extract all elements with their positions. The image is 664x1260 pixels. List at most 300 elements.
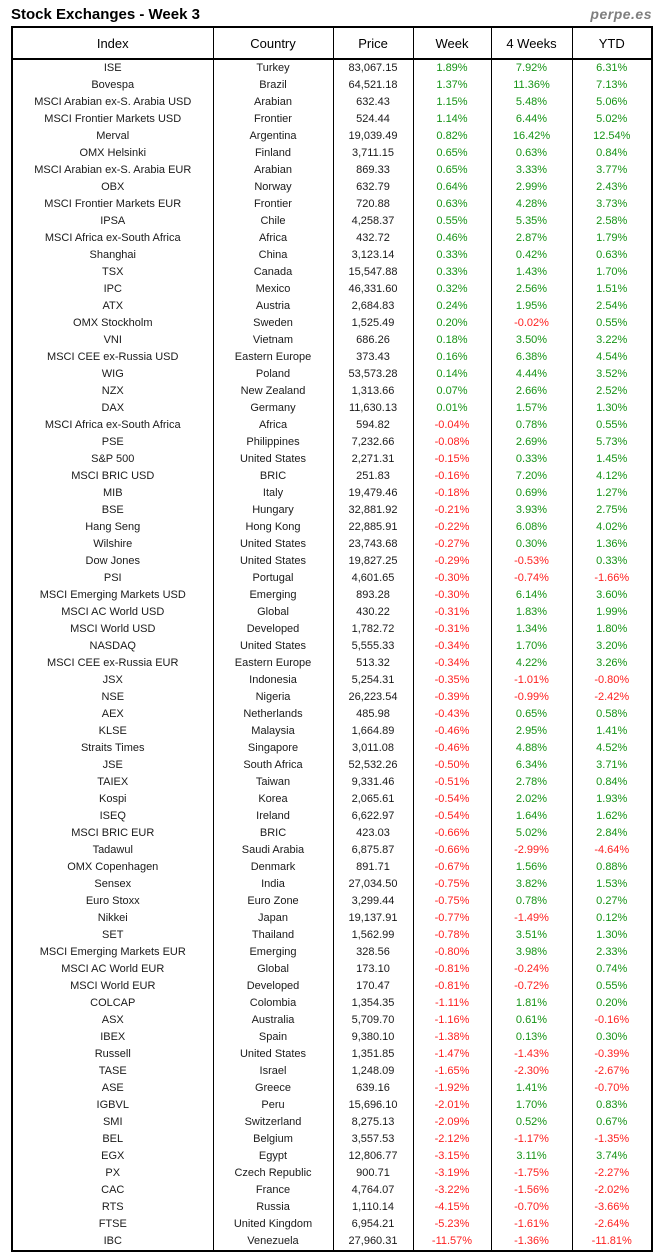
price-cell: 5,254.31	[333, 672, 413, 689]
index-cell: MSCI Frontier Markets USD	[12, 111, 213, 128]
index-cell: MSCI Africa ex-South Africa	[12, 417, 213, 434]
country-cell: BRIC	[213, 825, 333, 842]
country-cell: Chile	[213, 213, 333, 230]
country-cell: Switzerland	[213, 1114, 333, 1131]
ytd-cell: 3.20%	[572, 638, 652, 655]
week-cell: 1.15%	[413, 94, 491, 111]
four-weeks-cell: 3.82%	[491, 876, 572, 893]
index-cell: ISE	[12, 59, 213, 77]
week-cell: -0.31%	[413, 604, 491, 621]
price-cell: 1,525.49	[333, 315, 413, 332]
ytd-cell: 4.52%	[572, 740, 652, 757]
four-weeks-cell: 0.30%	[491, 536, 572, 553]
table-row	[12, 1131, 652, 1148]
table-row	[12, 179, 652, 196]
week-cell: -1.65%	[413, 1063, 491, 1080]
week-cell: -0.04%	[413, 417, 491, 434]
table-row	[12, 264, 652, 281]
index-cell: PSI	[12, 570, 213, 587]
week-cell: 0.14%	[413, 366, 491, 383]
price-cell: 3,711.15	[333, 145, 413, 162]
ytd-cell: 2.52%	[572, 383, 652, 400]
four-weeks-cell: 0.52%	[491, 1114, 572, 1131]
four-weeks-cell: 3.93%	[491, 502, 572, 519]
index-cell: ISEQ	[12, 808, 213, 825]
table-row	[12, 876, 652, 893]
country-cell: Egypt	[213, 1148, 333, 1165]
country-cell: Euro Zone	[213, 893, 333, 910]
week-cell: -0.66%	[413, 825, 491, 842]
ytd-cell: 1.99%	[572, 604, 652, 621]
four-weeks-cell: 5.02%	[491, 825, 572, 842]
week-cell: 0.33%	[413, 247, 491, 264]
country-cell: Denmark	[213, 859, 333, 876]
country-cell: Nigeria	[213, 689, 333, 706]
four-weeks-cell: 2.99%	[491, 179, 572, 196]
price-cell: 1,110.14	[333, 1199, 413, 1216]
week-cell: -0.81%	[413, 978, 491, 995]
ytd-cell: 1.30%	[572, 927, 652, 944]
four-weeks-cell: -0.24%	[491, 961, 572, 978]
price-cell: 513.32	[333, 655, 413, 672]
week-cell: -5.23%	[413, 1216, 491, 1233]
price-cell: 430.22	[333, 604, 413, 621]
ytd-cell: 2.54%	[572, 298, 652, 315]
index-cell: JSE	[12, 757, 213, 774]
ytd-cell: -0.39%	[572, 1046, 652, 1063]
week-cell: -0.30%	[413, 570, 491, 587]
four-weeks-cell: 6.44%	[491, 111, 572, 128]
week-cell: -0.50%	[413, 757, 491, 774]
table-row	[12, 230, 652, 247]
index-cell: SMI	[12, 1114, 213, 1131]
week-cell: -2.12%	[413, 1131, 491, 1148]
country-cell: Colombia	[213, 995, 333, 1012]
ytd-cell: 3.73%	[572, 196, 652, 213]
table-row	[12, 417, 652, 434]
week-cell: 0.18%	[413, 332, 491, 349]
week-cell: 1.14%	[413, 111, 491, 128]
week-cell: -0.77%	[413, 910, 491, 927]
table-row	[12, 213, 652, 230]
table-row	[12, 893, 652, 910]
four-weeks-cell: 1.70%	[491, 1097, 572, 1114]
four-weeks-cell: 4.22%	[491, 655, 572, 672]
week-cell: 0.07%	[413, 383, 491, 400]
ytd-cell: 0.55%	[572, 978, 652, 995]
table-row	[12, 94, 652, 111]
index-cell: MSCI BRIC USD	[12, 468, 213, 485]
price-cell: 15,547.88	[333, 264, 413, 281]
col-header-country: Country	[213, 27, 333, 59]
price-cell: 23,743.68	[333, 536, 413, 553]
week-cell: -0.66%	[413, 842, 491, 859]
country-cell: Germany	[213, 400, 333, 417]
country-cell: Sweden	[213, 315, 333, 332]
ytd-cell: 1.70%	[572, 264, 652, 281]
country-cell: Turkey	[213, 59, 333, 77]
country-cell: United States	[213, 536, 333, 553]
week-cell: 0.33%	[413, 264, 491, 281]
four-weeks-cell: 1.57%	[491, 400, 572, 417]
index-cell: DAX	[12, 400, 213, 417]
country-cell: Emerging	[213, 944, 333, 961]
country-cell: Indonesia	[213, 672, 333, 689]
table-row	[12, 536, 652, 553]
four-weeks-cell: 0.78%	[491, 893, 572, 910]
week-cell: -0.27%	[413, 536, 491, 553]
ytd-cell: -2.42%	[572, 689, 652, 706]
four-weeks-cell: 3.50%	[491, 332, 572, 349]
index-cell: ASE	[12, 1080, 213, 1097]
price-cell: 686.26	[333, 332, 413, 349]
index-cell: AEX	[12, 706, 213, 723]
week-cell: -0.34%	[413, 655, 491, 672]
index-cell: MSCI AC World USD	[12, 604, 213, 621]
index-cell: PSE	[12, 434, 213, 451]
country-cell: China	[213, 247, 333, 264]
index-cell: OBX	[12, 179, 213, 196]
country-cell: Israel	[213, 1063, 333, 1080]
table-row	[12, 706, 652, 723]
table-row	[12, 315, 652, 332]
four-weeks-cell: -2.30%	[491, 1063, 572, 1080]
price-cell: 19,479.46	[333, 485, 413, 502]
ytd-cell: -2.27%	[572, 1165, 652, 1182]
index-cell: Sensex	[12, 876, 213, 893]
ytd-cell: 0.33%	[572, 553, 652, 570]
country-cell: New Zealand	[213, 383, 333, 400]
price-cell: 869.33	[333, 162, 413, 179]
week-cell: 0.20%	[413, 315, 491, 332]
index-cell: Merval	[12, 128, 213, 145]
ytd-cell: 3.71%	[572, 757, 652, 774]
country-cell: Poland	[213, 366, 333, 383]
index-cell: TSX	[12, 264, 213, 281]
week-cell: -0.78%	[413, 927, 491, 944]
price-cell: 2,271.31	[333, 451, 413, 468]
table-row	[12, 281, 652, 298]
week-cell: 0.24%	[413, 298, 491, 315]
ytd-cell: 1.27%	[572, 485, 652, 502]
price-cell: 1,782.72	[333, 621, 413, 638]
index-cell: Kospi	[12, 791, 213, 808]
ytd-cell: 3.52%	[572, 366, 652, 383]
country-cell: Frontier	[213, 111, 333, 128]
ytd-cell: 2.43%	[572, 179, 652, 196]
table-row	[12, 434, 652, 451]
index-cell: MSCI CEE ex-Russia USD	[12, 349, 213, 366]
table-row	[12, 383, 652, 400]
price-cell: 4,601.65	[333, 570, 413, 587]
price-cell: 1,664.89	[333, 723, 413, 740]
price-cell: 4,764.07	[333, 1182, 413, 1199]
table-row	[12, 638, 652, 655]
country-cell: Hungary	[213, 502, 333, 519]
price-cell: 1,248.09	[333, 1063, 413, 1080]
ytd-cell: 3.74%	[572, 1148, 652, 1165]
week-cell: -0.16%	[413, 468, 491, 485]
ytd-cell: 0.63%	[572, 247, 652, 264]
country-cell: Philippines	[213, 434, 333, 451]
table-row	[12, 1029, 652, 1046]
table-body	[12, 59, 652, 1251]
country-cell: India	[213, 876, 333, 893]
four-weeks-cell: 7.92%	[491, 59, 572, 77]
ytd-cell: 5.73%	[572, 434, 652, 451]
price-cell: 8,275.13	[333, 1114, 413, 1131]
country-cell: Korea	[213, 791, 333, 808]
week-cell: -0.54%	[413, 791, 491, 808]
country-cell: BRIC	[213, 468, 333, 485]
ytd-cell: 2.75%	[572, 502, 652, 519]
price-cell: 26,223.54	[333, 689, 413, 706]
index-cell: Wilshire	[12, 536, 213, 553]
index-cell: CAC	[12, 1182, 213, 1199]
table-row	[12, 995, 652, 1012]
ytd-cell: 0.67%	[572, 1114, 652, 1131]
price-cell: 64,521.18	[333, 77, 413, 94]
price-cell: 3,011.08	[333, 740, 413, 757]
week-cell: 0.55%	[413, 213, 491, 230]
table-row	[12, 842, 652, 859]
four-weeks-cell: -0.02%	[491, 315, 572, 332]
page-title: Stock Exchanges - Week 3	[11, 6, 200, 23]
country-cell: Belgium	[213, 1131, 333, 1148]
country-cell: Africa	[213, 230, 333, 247]
col-header-week: Week	[413, 27, 491, 59]
table-row	[12, 621, 652, 638]
index-cell: MSCI CEE ex-Russia EUR	[12, 655, 213, 672]
table-row	[12, 570, 652, 587]
four-weeks-cell: -1.75%	[491, 1165, 572, 1182]
index-cell: MSCI Arabian ex-S. Arabia USD	[12, 94, 213, 111]
index-cell: RTS	[12, 1199, 213, 1216]
price-cell: 1,354.35	[333, 995, 413, 1012]
index-cell: BSE	[12, 502, 213, 519]
country-cell: Finland	[213, 145, 333, 162]
ytd-cell: -2.67%	[572, 1063, 652, 1080]
four-weeks-cell: 0.42%	[491, 247, 572, 264]
index-cell: JSX	[12, 672, 213, 689]
four-weeks-cell: 16.42%	[491, 128, 572, 145]
table-row	[12, 740, 652, 757]
country-cell: Canada	[213, 264, 333, 281]
week-cell: 0.82%	[413, 128, 491, 145]
index-cell: FTSE	[12, 1216, 213, 1233]
col-header-ytd: YTD	[572, 27, 652, 59]
week-cell: 0.65%	[413, 145, 491, 162]
ytd-cell: 0.30%	[572, 1029, 652, 1046]
week-cell: -0.18%	[413, 485, 491, 502]
index-cell: MSCI Arabian ex-S. Arabia EUR	[12, 162, 213, 179]
four-weeks-cell: -0.72%	[491, 978, 572, 995]
ytd-cell: -2.02%	[572, 1182, 652, 1199]
week-cell: 0.01%	[413, 400, 491, 417]
index-cell: Tadawul	[12, 842, 213, 859]
four-weeks-cell: 0.13%	[491, 1029, 572, 1046]
price-cell: 1,351.85	[333, 1046, 413, 1063]
ytd-cell: 0.84%	[572, 145, 652, 162]
ytd-cell: 2.33%	[572, 944, 652, 961]
price-cell: 594.82	[333, 417, 413, 434]
index-cell: MSCI AC World EUR	[12, 961, 213, 978]
four-weeks-cell: 2.87%	[491, 230, 572, 247]
country-cell: France	[213, 1182, 333, 1199]
ytd-cell: 2.84%	[572, 825, 652, 842]
index-cell: PX	[12, 1165, 213, 1182]
week-cell: -0.75%	[413, 893, 491, 910]
four-weeks-cell: 4.28%	[491, 196, 572, 213]
country-cell: Ireland	[213, 808, 333, 825]
four-weeks-cell: 1.64%	[491, 808, 572, 825]
four-weeks-cell: 3.33%	[491, 162, 572, 179]
ytd-cell: 0.27%	[572, 893, 652, 910]
table-row	[12, 485, 652, 502]
index-cell: Dow Jones	[12, 553, 213, 570]
ytd-cell: -2.64%	[572, 1216, 652, 1233]
price-cell: 485.98	[333, 706, 413, 723]
price-cell: 9,380.10	[333, 1029, 413, 1046]
four-weeks-cell: 2.66%	[491, 383, 572, 400]
table-row	[12, 162, 652, 179]
week-cell: -0.43%	[413, 706, 491, 723]
col-header-index: Index	[12, 27, 213, 59]
ytd-cell: 5.02%	[572, 111, 652, 128]
four-weeks-cell: 1.83%	[491, 604, 572, 621]
ytd-cell: 1.36%	[572, 536, 652, 553]
week-cell: -3.19%	[413, 1165, 491, 1182]
index-cell: MSCI Frontier Markets EUR	[12, 196, 213, 213]
four-weeks-cell: 6.08%	[491, 519, 572, 536]
table-row	[12, 774, 652, 791]
table-row	[12, 961, 652, 978]
table-header-row	[12, 27, 652, 59]
four-weeks-cell: 1.81%	[491, 995, 572, 1012]
week-cell: -0.81%	[413, 961, 491, 978]
price-cell: 2,684.83	[333, 298, 413, 315]
four-weeks-cell: 2.78%	[491, 774, 572, 791]
ytd-cell: 3.77%	[572, 162, 652, 179]
ytd-cell: 0.88%	[572, 859, 652, 876]
table-row	[12, 791, 652, 808]
country-cell: Frontier	[213, 196, 333, 213]
country-cell: Greece	[213, 1080, 333, 1097]
ytd-cell: -4.64%	[572, 842, 652, 859]
table-row	[12, 587, 652, 604]
table-row	[12, 1080, 652, 1097]
ytd-cell: 0.55%	[572, 417, 652, 434]
price-cell: 32,881.92	[333, 502, 413, 519]
country-cell: Eastern Europe	[213, 349, 333, 366]
index-cell: EGX	[12, 1148, 213, 1165]
table-row	[12, 689, 652, 706]
index-cell: ATX	[12, 298, 213, 315]
price-cell: 3,123.14	[333, 247, 413, 264]
index-cell: SET	[12, 927, 213, 944]
table-row	[12, 128, 652, 145]
price-cell: 6,622.97	[333, 808, 413, 825]
ytd-cell: 1.93%	[572, 791, 652, 808]
four-weeks-cell: 6.38%	[491, 349, 572, 366]
four-weeks-cell: -0.99%	[491, 689, 572, 706]
four-weeks-cell: 11.36%	[491, 77, 572, 94]
ytd-cell: 4.02%	[572, 519, 652, 536]
four-weeks-cell: 1.41%	[491, 1080, 572, 1097]
index-cell: Russell	[12, 1046, 213, 1063]
ytd-cell: 0.83%	[572, 1097, 652, 1114]
table-row	[12, 400, 652, 417]
index-cell: Euro Stoxx	[12, 893, 213, 910]
table-row	[12, 910, 652, 927]
price-cell: 900.71	[333, 1165, 413, 1182]
country-cell: Australia	[213, 1012, 333, 1029]
index-cell: OMX Stockholm	[12, 315, 213, 332]
index-cell: IPSA	[12, 213, 213, 230]
price-cell: 6,875.87	[333, 842, 413, 859]
ytd-cell: -0.70%	[572, 1080, 652, 1097]
ytd-cell: 1.41%	[572, 723, 652, 740]
country-cell: Italy	[213, 485, 333, 502]
country-cell: Vietnam	[213, 332, 333, 349]
index-cell: COLCAP	[12, 995, 213, 1012]
table-row	[12, 723, 652, 740]
country-cell: United Kingdom	[213, 1216, 333, 1233]
price-cell: 19,039.49	[333, 128, 413, 145]
four-weeks-cell: -2.99%	[491, 842, 572, 859]
four-weeks-cell: 4.88%	[491, 740, 572, 757]
price-cell: 170.47	[333, 978, 413, 995]
table-row	[12, 366, 652, 383]
four-weeks-cell: 5.35%	[491, 213, 572, 230]
index-cell: TASE	[12, 1063, 213, 1080]
price-cell: 7,232.66	[333, 434, 413, 451]
country-cell: Netherlands	[213, 706, 333, 723]
four-weeks-cell: 2.95%	[491, 723, 572, 740]
index-cell: OMX Copenhagen	[12, 859, 213, 876]
ytd-cell: 4.54%	[572, 349, 652, 366]
four-weeks-cell: -1.56%	[491, 1182, 572, 1199]
country-cell: Developed	[213, 621, 333, 638]
price-cell: 19,137.91	[333, 910, 413, 927]
stock-exchanges-table	[11, 26, 653, 1252]
index-cell: MSCI World EUR	[12, 978, 213, 995]
index-cell: IPC	[12, 281, 213, 298]
country-cell: Brazil	[213, 77, 333, 94]
country-cell: Japan	[213, 910, 333, 927]
four-weeks-cell: 0.61%	[491, 1012, 572, 1029]
price-cell: 53,573.28	[333, 366, 413, 383]
index-cell: MSCI Emerging Markets EUR	[12, 944, 213, 961]
country-cell: United States	[213, 638, 333, 655]
four-weeks-cell: 2.02%	[491, 791, 572, 808]
table-row	[12, 298, 652, 315]
four-weeks-cell: 0.33%	[491, 451, 572, 468]
price-cell: 373.43	[333, 349, 413, 366]
table-row	[12, 1012, 652, 1029]
week-cell: 0.63%	[413, 196, 491, 213]
four-weeks-cell: -1.43%	[491, 1046, 572, 1063]
ytd-cell: 3.60%	[572, 587, 652, 604]
ytd-cell: 1.53%	[572, 876, 652, 893]
table-row	[12, 944, 652, 961]
index-cell: S&P 500	[12, 451, 213, 468]
table-row	[12, 859, 652, 876]
four-weeks-cell: 7.20%	[491, 468, 572, 485]
country-cell: Norway	[213, 179, 333, 196]
ytd-cell: 12.54%	[572, 128, 652, 145]
table-row	[12, 978, 652, 995]
